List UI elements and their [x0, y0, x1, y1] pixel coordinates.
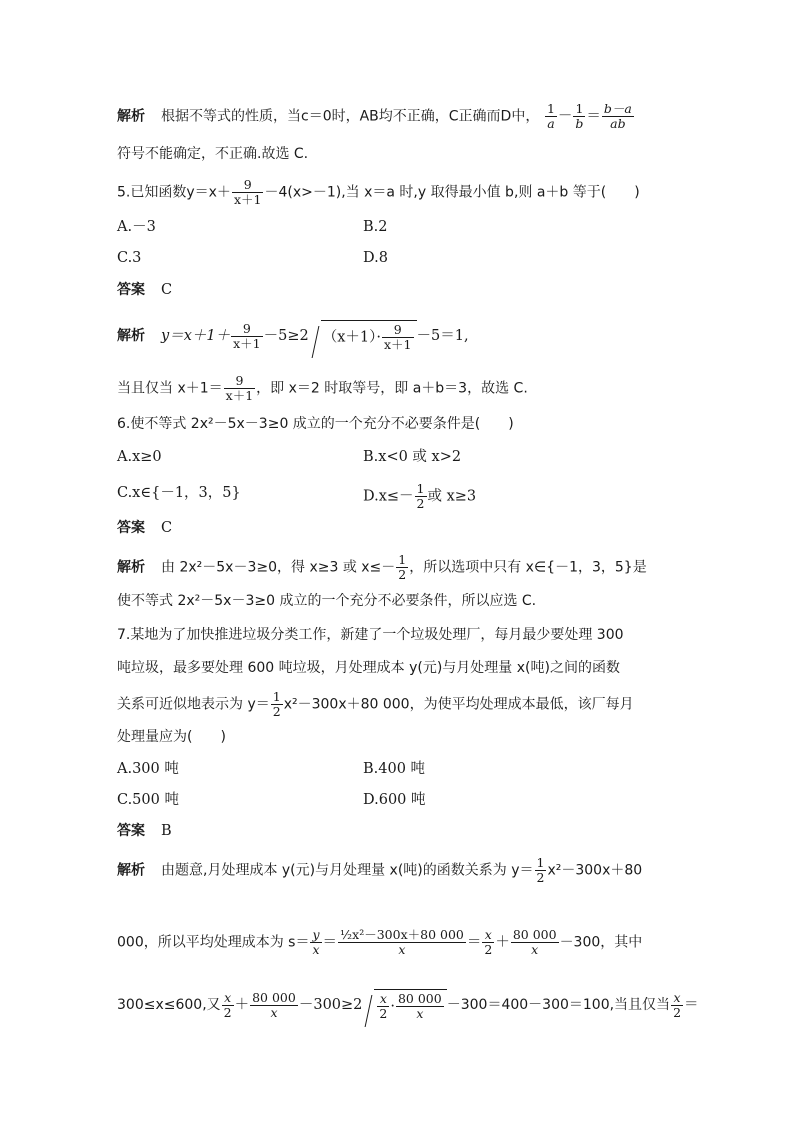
denominator: x — [312, 942, 320, 957]
question-6 — [117, 413, 684, 435]
denominator: 2 — [398, 567, 407, 582]
text: y＝x＋1＋ — [161, 328, 231, 344]
denominator: 2 — [673, 1004, 682, 1020]
numerator: 1 — [416, 481, 425, 496]
denominator: 2 — [223, 1004, 232, 1020]
denominator: 2 — [379, 1006, 388, 1021]
answer-value: C — [161, 282, 173, 298]
options-row — [117, 446, 684, 468]
answer-value: C — [161, 520, 173, 536]
operator: ＋ — [495, 934, 510, 951]
numerator: 80 000 — [397, 991, 442, 1006]
fraction — [232, 178, 264, 207]
numerator: y — [312, 927, 320, 942]
answer-value: B — [161, 823, 172, 839]
numerator: x — [377, 992, 389, 1007]
radicand-text: （x＋1）· — [322, 329, 381, 346]
options-row — [117, 758, 684, 780]
text: 根据不等式的性质，当c＝0时，AB均不正确，C正确而D中， — [161, 108, 540, 125]
numerator: 1 — [536, 855, 545, 870]
operator: ＝ — [684, 997, 699, 1013]
text: －4(x>－1),当 x＝a 时,y 取得最小值 b,则 a＋b 等于( ) — [264, 184, 640, 201]
numerator: 1 — [398, 552, 407, 567]
denominator: 2 — [416, 496, 425, 511]
options-row — [117, 216, 684, 238]
text: 关系可近似地表示为 y＝ — [117, 696, 270, 713]
text: 吨垃圾，最多要处理 600 吨垃圾，月处理成本 y(元)与月处理量 x(吨)之间的函数 — [117, 660, 620, 676]
text: ，即 x＝2 时取等号，即 a＋b＝3，故选 C. — [256, 380, 528, 397]
fraction — [511, 928, 559, 957]
text: 5.已知函数y＝x＋ — [117, 184, 231, 201]
fraction — [482, 928, 494, 957]
text: 7.某地为了加快推进垃圾分类工作，新建了一个垃圾处理厂，每月最少要处理 300 — [117, 627, 624, 643]
options-row — [117, 789, 684, 811]
question-7-line-3 — [117, 690, 684, 719]
fraction — [338, 928, 466, 957]
text: 由 2x²－5x－3≥0，得 x≥3 或 x≤－ — [161, 559, 396, 576]
numerator: x — [671, 991, 683, 1006]
denominator: x＋1 — [225, 388, 254, 403]
fraction — [396, 553, 408, 582]
square-root — [309, 320, 417, 352]
operator: ＝ — [322, 934, 338, 951]
solution-line — [117, 590, 684, 612]
fraction — [602, 102, 634, 131]
answer-line — [117, 517, 684, 539]
numerator: 9 — [382, 323, 414, 338]
text: 300≤x≤600,又 — [117, 997, 221, 1013]
answer-label: 答案 — [117, 282, 145, 298]
denominator: x＋1 — [233, 192, 262, 207]
text: 当且仅当 x＋1＝ — [117, 380, 223, 397]
solution-line — [117, 553, 684, 582]
question-7-line-1 — [117, 624, 684, 646]
fraction — [271, 690, 283, 719]
option-a: A.300 吨 — [117, 761, 179, 777]
solution-line — [117, 928, 684, 957]
fraction — [535, 856, 547, 885]
text: 6.使不等式 2x²－5x－3≥0 成立的一个充分不必要条件是( ) — [117, 416, 514, 432]
text: 或 x≥3 — [427, 488, 477, 505]
question-7-line-2 — [117, 657, 684, 679]
solution-label: 解析 — [117, 328, 145, 344]
option-c: C.x∈{－1，3，5} — [117, 485, 241, 501]
fraction — [310, 928, 321, 957]
denominator: 2 — [272, 704, 281, 719]
denominator: ab — [610, 116, 626, 131]
text: x²－300x＋80 — [547, 862, 643, 879]
answer-label: 答案 — [117, 823, 145, 839]
fraction — [250, 991, 298, 1020]
operator: ＋ — [234, 997, 250, 1013]
option-b: B.2 — [363, 219, 388, 235]
text: 处理量应为( ) — [117, 729, 226, 745]
denominator: x＋1 — [384, 337, 412, 352]
operator: － — [557, 108, 573, 125]
text: －5＝1, — [416, 328, 469, 344]
fraction — [573, 102, 585, 131]
solution-line-1 — [117, 102, 684, 131]
denominator: 2 — [536, 870, 545, 885]
option-a: A.x≥0 — [117, 449, 162, 465]
solution-line — [117, 856, 684, 885]
denominator: b — [575, 116, 584, 131]
numerator: 9 — [232, 178, 264, 193]
denominator: x — [398, 942, 406, 957]
text: 使不等式 2x²－5x－3≥0 成立的一个充分不必要条件，所以应选 C. — [117, 593, 537, 609]
option-d — [363, 482, 476, 511]
fraction — [222, 991, 234, 1020]
solution-label: 解析 — [117, 108, 145, 125]
solution-line — [117, 374, 684, 403]
question-7-line-4 — [117, 726, 684, 748]
option-b: B.400 吨 — [363, 761, 426, 777]
fraction — [415, 482, 427, 511]
text: －5≥2 — [263, 328, 309, 344]
fraction — [396, 992, 444, 1021]
denominator: 2 — [484, 942, 493, 957]
text: ，所以选项中只有 x∈{－1，3，5}是 — [409, 559, 647, 576]
option-d: D.8 — [363, 250, 388, 266]
numerator: b－a — [603, 101, 632, 116]
options-row — [117, 481, 684, 511]
option-c: C.500 吨 — [117, 792, 179, 808]
option-a: A.－3 — [117, 219, 156, 235]
numerator: 1 — [546, 101, 555, 116]
option-b: B.x<0 或 x>2 — [363, 449, 462, 465]
square-root — [362, 989, 446, 1021]
text: 由题意,月处理成本 y(元)与月处理量 x(吨)的函数关系为 y＝ — [161, 862, 534, 879]
numerator: 9 — [224, 374, 256, 389]
option-c: C.3 — [117, 250, 142, 266]
numerator: 80 000 — [252, 989, 296, 1005]
operator: ＝ — [586, 108, 601, 125]
solution-line — [117, 989, 699, 1021]
text: x²－300x＋80 000，为使平均处理成本最低，该厂每月 — [283, 696, 634, 713]
fraction — [671, 991, 683, 1020]
question-5 — [117, 178, 684, 207]
denominator: x — [270, 1004, 278, 1020]
denominator: x — [416, 1006, 424, 1021]
text: －300＝400－300＝100,当且仅当 — [446, 997, 671, 1013]
numerator: 1 — [573, 102, 585, 117]
denominator: a — [547, 116, 555, 131]
fraction — [545, 102, 557, 131]
solution-line — [117, 320, 684, 352]
solution-label: 解析 — [117, 862, 145, 879]
solution-label: 解析 — [117, 559, 145, 576]
solution-line-2 — [117, 143, 684, 165]
text: 符号不能确定，不正确.故选 C. — [117, 146, 309, 162]
operator: · — [390, 998, 395, 1015]
fraction — [377, 992, 389, 1021]
numerator: ½x²－300x＋80 000 — [340, 927, 464, 942]
text: －300≥2 — [298, 997, 363, 1013]
text: D.x≤－ — [363, 488, 414, 505]
fraction — [382, 323, 414, 352]
numerator: 1 — [272, 689, 281, 704]
option-d: D.600 吨 — [363, 792, 426, 808]
fraction — [224, 374, 256, 403]
options-row — [117, 247, 684, 269]
operator: ＝ — [466, 934, 482, 951]
fraction — [231, 322, 263, 351]
numerator: x — [222, 991, 234, 1006]
numerator: x — [482, 928, 494, 943]
answer-line — [117, 279, 684, 301]
text: 000，所以平均处理成本为 s＝ — [117, 934, 310, 951]
denominator: x＋1 — [233, 335, 261, 351]
answer-line — [117, 820, 684, 842]
denominator: x — [531, 942, 539, 957]
numerator: 9 — [231, 322, 263, 337]
numerator: 80 000 — [512, 927, 557, 942]
answer-label: 答案 — [117, 520, 145, 536]
text: －300，其中 — [559, 934, 643, 951]
